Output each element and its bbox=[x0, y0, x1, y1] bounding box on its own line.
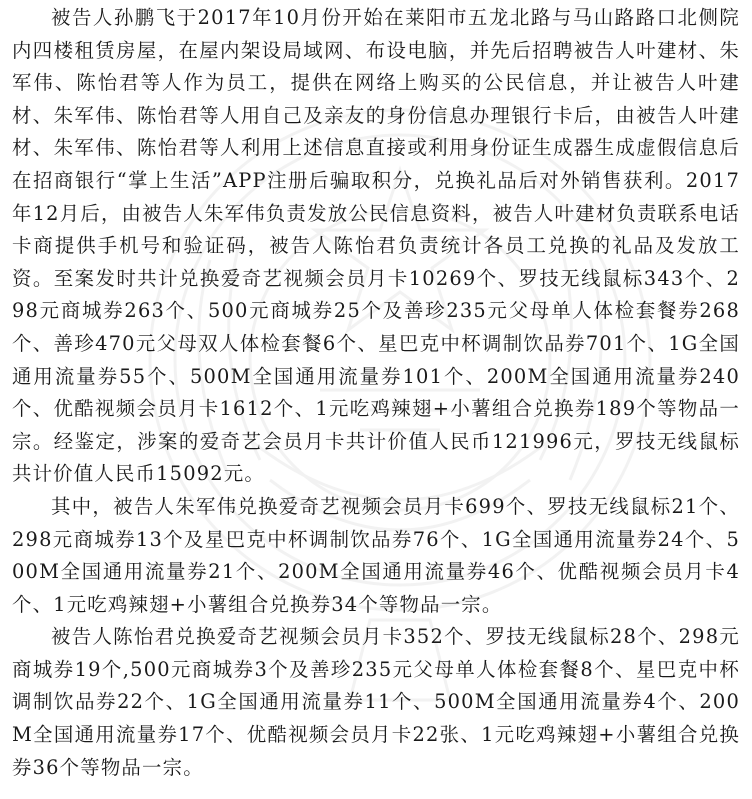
paragraph-3: 被告人陈怡君兑换爱奇艺视频会员月卡352个、罗技无线鼠标28个、298元商城券19个,500元商城券3个及善珍235元父母单人体检套餐8个、星巴克中杯调制饮品券22个、1G全国通用流量券11个、500M全国通用流量券4个、200M全国通用流量券17个、优酷视频会员月卡22张、1元吃鸡辣翅+小薯组合兑换券36个等物品一宗。 bbox=[12, 625, 740, 779]
paragraph-1: 被告人孙鹏飞于2017年10月份开始在莱阳市五龙北路与马山路路口北侧院内四楼租赁房屋，在屋内架设局域网、布设电脑，并先后招聘被告人叶建材、朱军伟、陈怡君等人作为员工，提供在网络上购买的公民信息，并让被告人叶建材、朱军伟、陈怡君等人用自己及亲友的身份信息办理银行卡后，由被告人叶建材、朱军伟、陈怡君等人利用上述信息直接或利用身份证生成器生成虚假信息后在招商银行“掌上生活”APP注册后骗取积分，兑换礼品后对外销售获利。2017年12月后，由被告人朱军伟负责发放公民信息资料，被告人叶建材负责联系电话卡商提供手机号和验证码，被告人陈怡君负责统计各员工兑换的礼品及发放工资。至案发时共计兑换爱奇艺视频会员月卡10269个、罗技无线鼠标343个、298元商城券263个、500元商城券25个及善珍235元父母单人体检套餐券268个、善珍470元父母双人体检套餐6个、星巴克中杯调制饮品券701个、1G全国通用流量券55个、500M全国通用流量券101个、200M全国通用流量券240个、优酷视频会员月卡1612个、1元吃鸡辣翅+小薯组合兑换券189个等物品一宗。经鉴定，涉案的爱奇艺会员月卡共计价值人民币121996元，罗技无线鼠标共计价值人民币15092元。 bbox=[12, 6, 740, 486]
document-body bbox=[12, 2, 740, 784]
paragraph-2: 其中，被告人朱军伟兑换爱奇艺视频会员月卡699个、罗技无线鼠标21个、298元商城券13个及星巴克中杯调制饮品券76个、1G全国通用流量券24个、500M全国通用流量券21个、200M全国通用流量券46个、优酷视频会员月卡4个、1元吃鸡辣翅+小薯组合兑换券34个等物品一宗。 bbox=[12, 494, 740, 616]
